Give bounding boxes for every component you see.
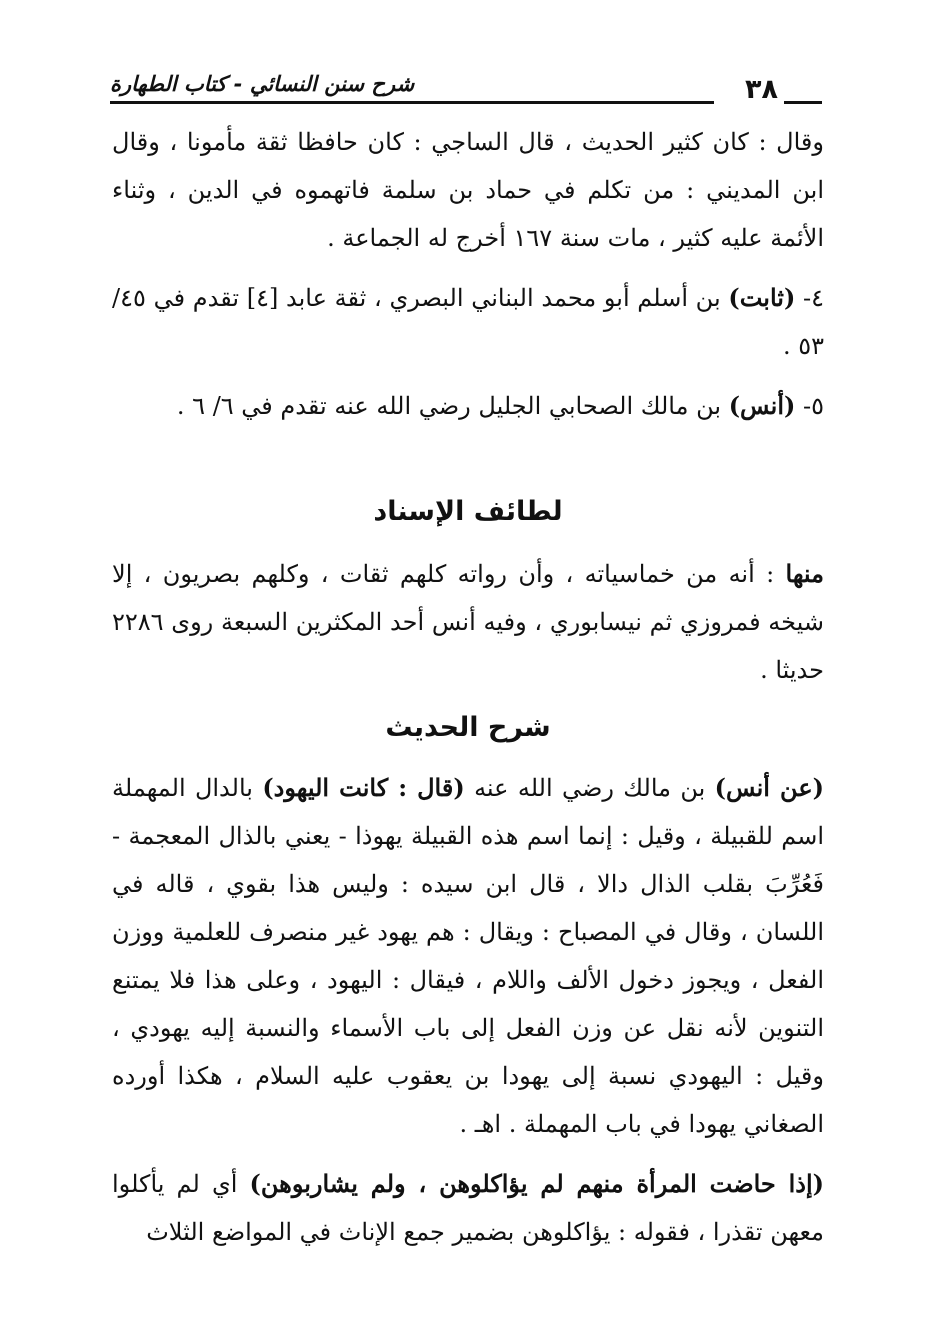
section-heading-isnad: لطائف الإسناد xyxy=(373,496,563,527)
quoted-phrase: (قال : كانت اليهود) xyxy=(262,773,465,802)
paragraph-isnad xyxy=(112,550,824,694)
quoted-phrase: (عن أنس) xyxy=(714,773,824,802)
paragraph-narrator-3-end xyxy=(112,118,824,262)
paragraph-sharh-1 xyxy=(112,764,824,1148)
paragraph-text: بن مالك الصحابي الجليل رضي الله عنه تقدم في ٦/ ٦ . xyxy=(176,392,722,420)
paragraph-narrator-4 xyxy=(112,274,824,370)
quoted-phrase: (إذا حاضت المرأة منهم لم يؤاكلوهن ، ولم يشاربوهن) xyxy=(249,1169,824,1198)
paragraph-sharh-2 xyxy=(112,1160,824,1256)
paragraph-text: بن مالك رضي الله عنه xyxy=(474,774,706,802)
lead-word: منها xyxy=(785,559,824,588)
paragraph-text: أي لم يأكلوا معهن تقذرا ، فقوله : يؤاكلوهن بضمير جمع الإناث في المواضع الثلاث xyxy=(112,1170,824,1246)
paragraph-text: وقال : كان كثير الحديث ، قال الساجي : كان حافظا ثقة مأمونا ، وقال ابن المديني : من تكلم في حماد بن سلمة فاتهموه في الدين ، وثناء الأئمة عليه كثير ، مات سنة ١٦٧ أخرج له الجماعة . xyxy=(112,128,824,252)
page-number: ٣٨ xyxy=(745,74,778,105)
page-header xyxy=(110,68,822,112)
header-rule xyxy=(110,101,714,104)
paragraph-narrator-5 xyxy=(112,382,824,430)
item-number: ٤- xyxy=(803,284,824,312)
item-number: ٥- xyxy=(803,392,824,420)
paragraph-text: بالدال المهملة اسم للقبيلة ، وقيل : إنما اسم هذه القبيلة يهوذا - يعني بالذال المعجمة - فَعُرِّبَ بقلب الذال دالا ، قال ابن سيده : وليس هذا بقوي ، قاله في اللسان ، وقال في المصباح : ويقال : هم يهود غير منصرف للعلمية ووزن الفعل ، ويجوز دخول الألف واللام ، فيقال : اليهود ، وعلى هذا فلا يمتنع التنوين لأنه نقل عن وزن الفعل إلى باب الأسماء والنسبة إليه يهودي ، وقيل : اليهودي نسبة إلى يهودا بن يعقوب عليه السلام ، هكذا أورده الصغاني يهودا في باب المهملة . اهـ . xyxy=(112,774,824,1138)
page-number-dash xyxy=(784,101,822,104)
narrator-name: (أنس) xyxy=(728,391,796,420)
narrator-name: (ثابت) xyxy=(728,283,796,312)
page-content xyxy=(112,118,824,1256)
paragraph-text: بن أسلم أبو محمد البناني البصري ، ثقة عابد [٤] تقدم في ٤٥/ ٥٣ . xyxy=(112,284,824,360)
running-title: شرح سنن النسائي - كتاب الطهارة xyxy=(110,72,415,96)
paragraph-text: : أنه من خماسياته ، وأن رواته كلهم ثقات ، وكلهم بصريون ، إلا شيخه فمروزي ثم نيسابوري ، وفيه أنس أحد المكثرين السبعة روى ٢٢٨٦ حديثا . xyxy=(112,560,824,684)
section-heading-sharh: شرح الحديث xyxy=(385,712,551,743)
